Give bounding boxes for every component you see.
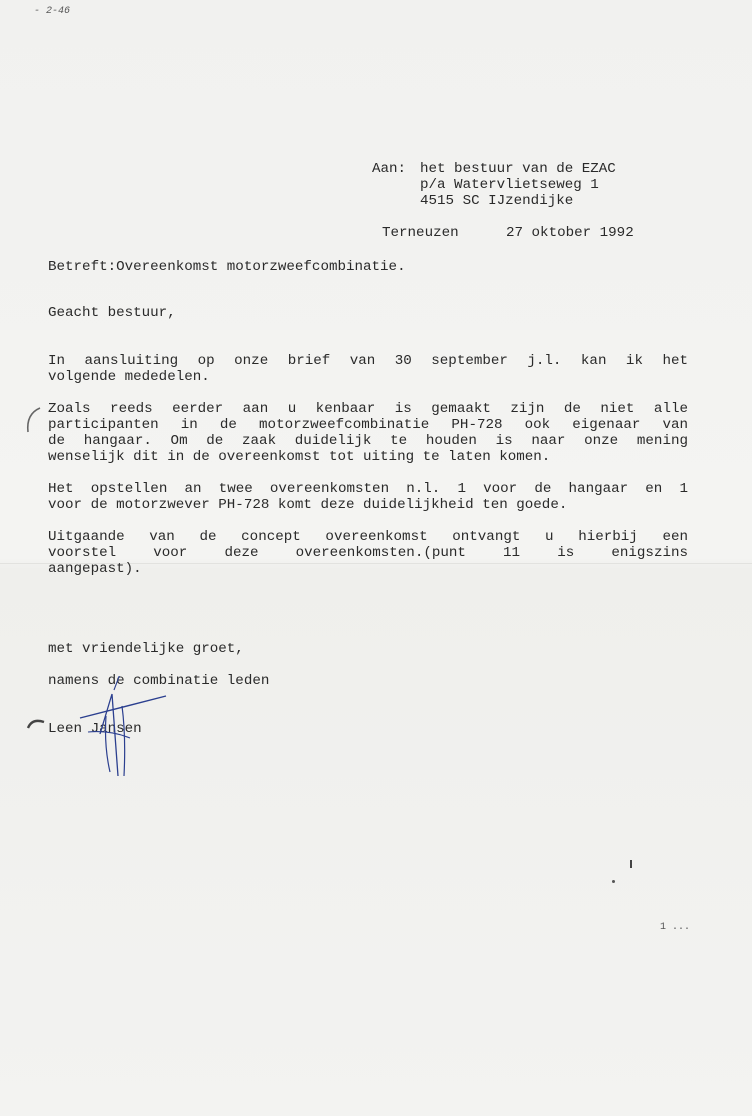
closing: met vriendelijke groet, (48, 641, 244, 657)
margin-bracket-icon (22, 404, 46, 436)
paragraph-line: de hangaar. Om de zaak duidelijk te houden is naar onze mening (48, 433, 688, 449)
address-line-3: 4515 SC IJzendijke (420, 193, 574, 209)
paragraph-line: aangepast). (48, 561, 142, 577)
paragraph-line: Het opstellen an twee overeenkomsten n.l. 1 voor de hangaar en 1 (48, 481, 688, 497)
margin-hook-icon (24, 716, 48, 736)
letter-place: Terneuzen (382, 225, 459, 241)
address-label: Aan: (372, 161, 407, 177)
subject-line: Betreft:Overeenkomst motorzweefcombinatie. (48, 259, 406, 275)
handwritten-signature-icon (70, 676, 190, 786)
paper-speck (612, 880, 615, 883)
paragraph-line: wenselijk dit in de overeenkomst tot uiting te laten komen. (48, 449, 551, 465)
paper-speck (630, 860, 632, 868)
paragraph-line: voorstel voor deze overeenkomsten.(punt 11 is enigszins (48, 545, 688, 561)
paragraph-line: voor de motorzwever PH-728 komt deze duidelijkheid ten goede. (48, 497, 568, 513)
paragraph-2 (48, 401, 688, 465)
footer-mark: 1 ... (660, 922, 691, 933)
paragraph-line: volgende mededelen. (48, 369, 210, 385)
paragraph-4 (48, 529, 688, 577)
paragraph-line: participanten in de motorzweefcombinatie PH-728 ook eigenaar van (48, 417, 688, 433)
address-line-2: p/a Watervlietseweg 1 (420, 177, 599, 193)
signatory-name: Leen Jansen (48, 721, 142, 737)
letter-date: 27 oktober 1992 (506, 225, 634, 241)
paragraph-line: Zoals reeds eerder aan u kenbaar is gemaakt zijn de niet alle (48, 401, 688, 417)
corner-note: - 2-46 (34, 6, 71, 17)
salutation: Geacht bestuur, (48, 305, 176, 321)
address-line-1: het bestuur van de EZAC (420, 161, 616, 177)
paragraph-3 (48, 481, 688, 513)
paragraph-1 (48, 353, 688, 385)
on-behalf-line: namens de combinatie leden (48, 673, 270, 689)
paragraph-line: In aansluiting op onze brief van 30 september j.l. kan ik het (48, 353, 688, 369)
paragraph-line: Uitgaande van de concept overeenkomst ontvangt u hierbij een (48, 529, 688, 545)
